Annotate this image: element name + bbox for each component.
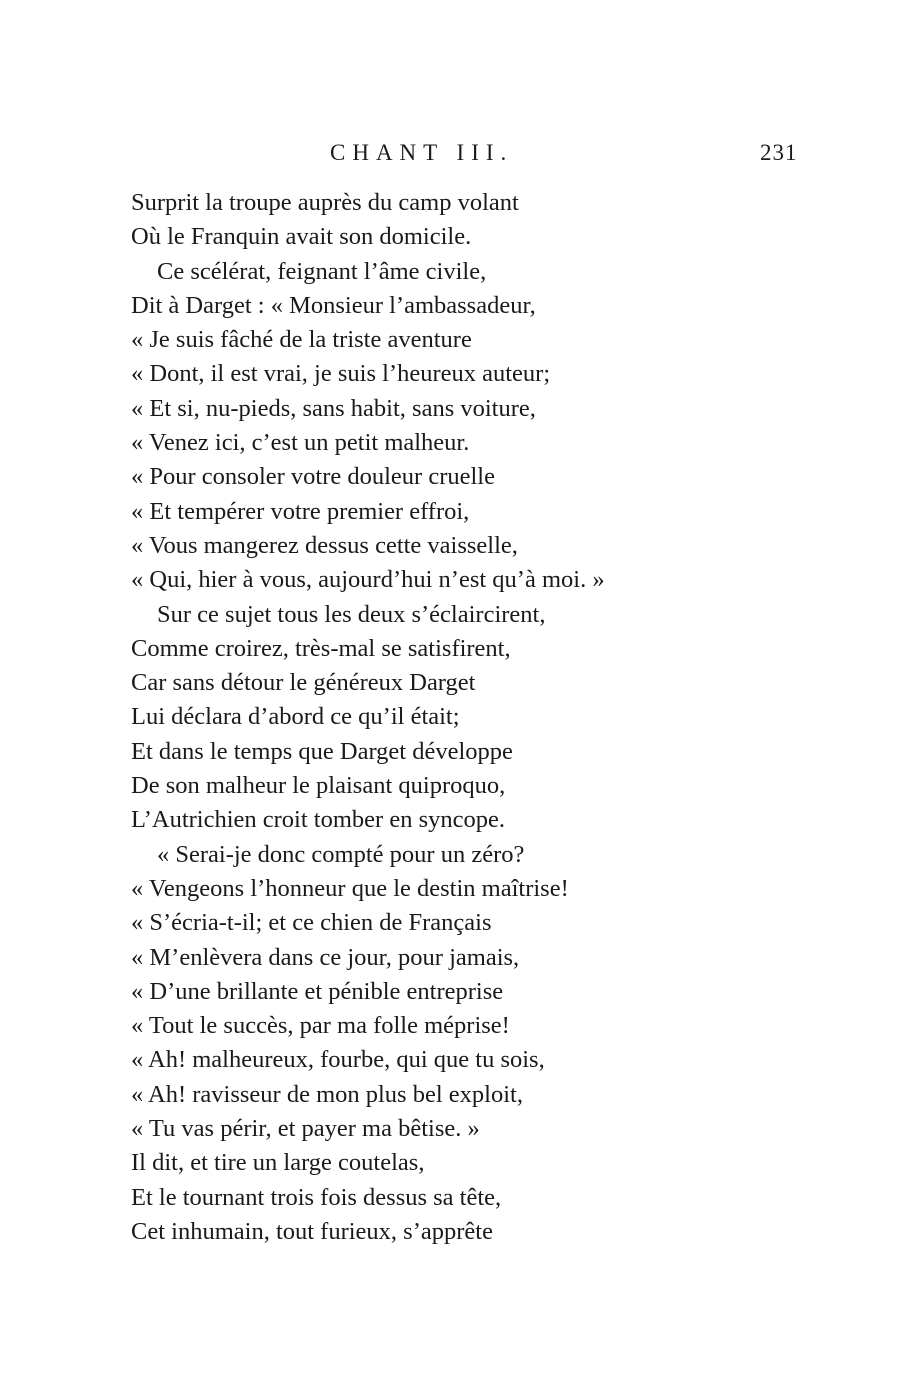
- verse-line: « Dont, il est vrai, je suis l’heureux auteur;: [131, 360, 551, 388]
- verse-line: « Ah! malheureux, fourbe, qui que tu sois,: [131, 1046, 545, 1074]
- running-head: [0, 140, 900, 172]
- verse-line: Car sans détour le généreux Darget: [131, 669, 476, 697]
- verse-line: Où le Franquin avait son domicile.: [131, 223, 472, 251]
- verse-line: Cet inhumain, tout furieux, s’apprête: [131, 1217, 493, 1245]
- verse-line: Surprit la troupe auprès du camp volant: [131, 189, 519, 216]
- verse-line: « Vous mangerez dessus cette vaisselle,: [131, 531, 518, 559]
- verse-line: « Pour consoler votre douleur cruelle: [131, 463, 495, 491]
- verse-line: Et le tournant trois fois dessus sa tête,: [131, 1183, 502, 1211]
- page-number: 231: [760, 140, 798, 165]
- verse-line: « Je suis fâché de la triste aventure: [131, 326, 472, 354]
- verse-line: « Et si, nu-pieds, sans habit, sans voiture,: [131, 394, 536, 422]
- verse-line: « Et tempérer votre premier effroi,: [131, 497, 470, 525]
- verse-line: « Tout le succès, par ma folle méprise!: [131, 1012, 510, 1040]
- verse-line: « Serai-je donc compté pour un zéro?: [157, 840, 525, 868]
- verse-line: L’Autrichien croit tomber en syncope.: [131, 806, 505, 834]
- chant-title: CHANT III.: [330, 140, 514, 165]
- verse-line: Il dit, et tire un large coutelas,: [131, 1149, 425, 1177]
- verse-line: Dit à Darget : « Monsieur l’ambassadeur,: [131, 291, 536, 319]
- verse-line: Et dans le temps que Darget développe: [131, 737, 513, 765]
- verse-block: [131, 186, 771, 1249]
- verse-line: Sur ce sujet tous les deux s’éclaircirent,: [157, 600, 546, 628]
- verse-line: « S’écria-t-il; et ce chien de Français: [131, 909, 492, 937]
- verse-line: Lui déclara d’abord ce qu’il était;: [131, 703, 460, 731]
- verse-line: De son malheur le plaisant quiproquo,: [131, 772, 506, 800]
- verse-line: « Vengeons l’honneur que le destin maîtrise!: [131, 874, 569, 902]
- verse-line: Comme croirez, très-mal se satisfirent,: [131, 634, 511, 662]
- verse-line: « Tu vas périr, et payer ma bêtise. »: [131, 1115, 480, 1143]
- verse-line: « D’une brillante et pénible entreprise: [131, 977, 504, 1005]
- verse-line: « Ah! ravisseur de mon plus bel exploit,: [131, 1080, 523, 1108]
- verse-line: « Venez ici, c’est un petit malheur.: [131, 429, 470, 457]
- verse-line: Ce scélérat, feignant l’âme civile,: [157, 257, 487, 285]
- verse-line: « M’enlèvera dans ce jour, pour jamais,: [131, 943, 520, 971]
- verse-line: « Qui, hier à vous, aujourd’hui n’est qu’à moi. »: [131, 566, 605, 594]
